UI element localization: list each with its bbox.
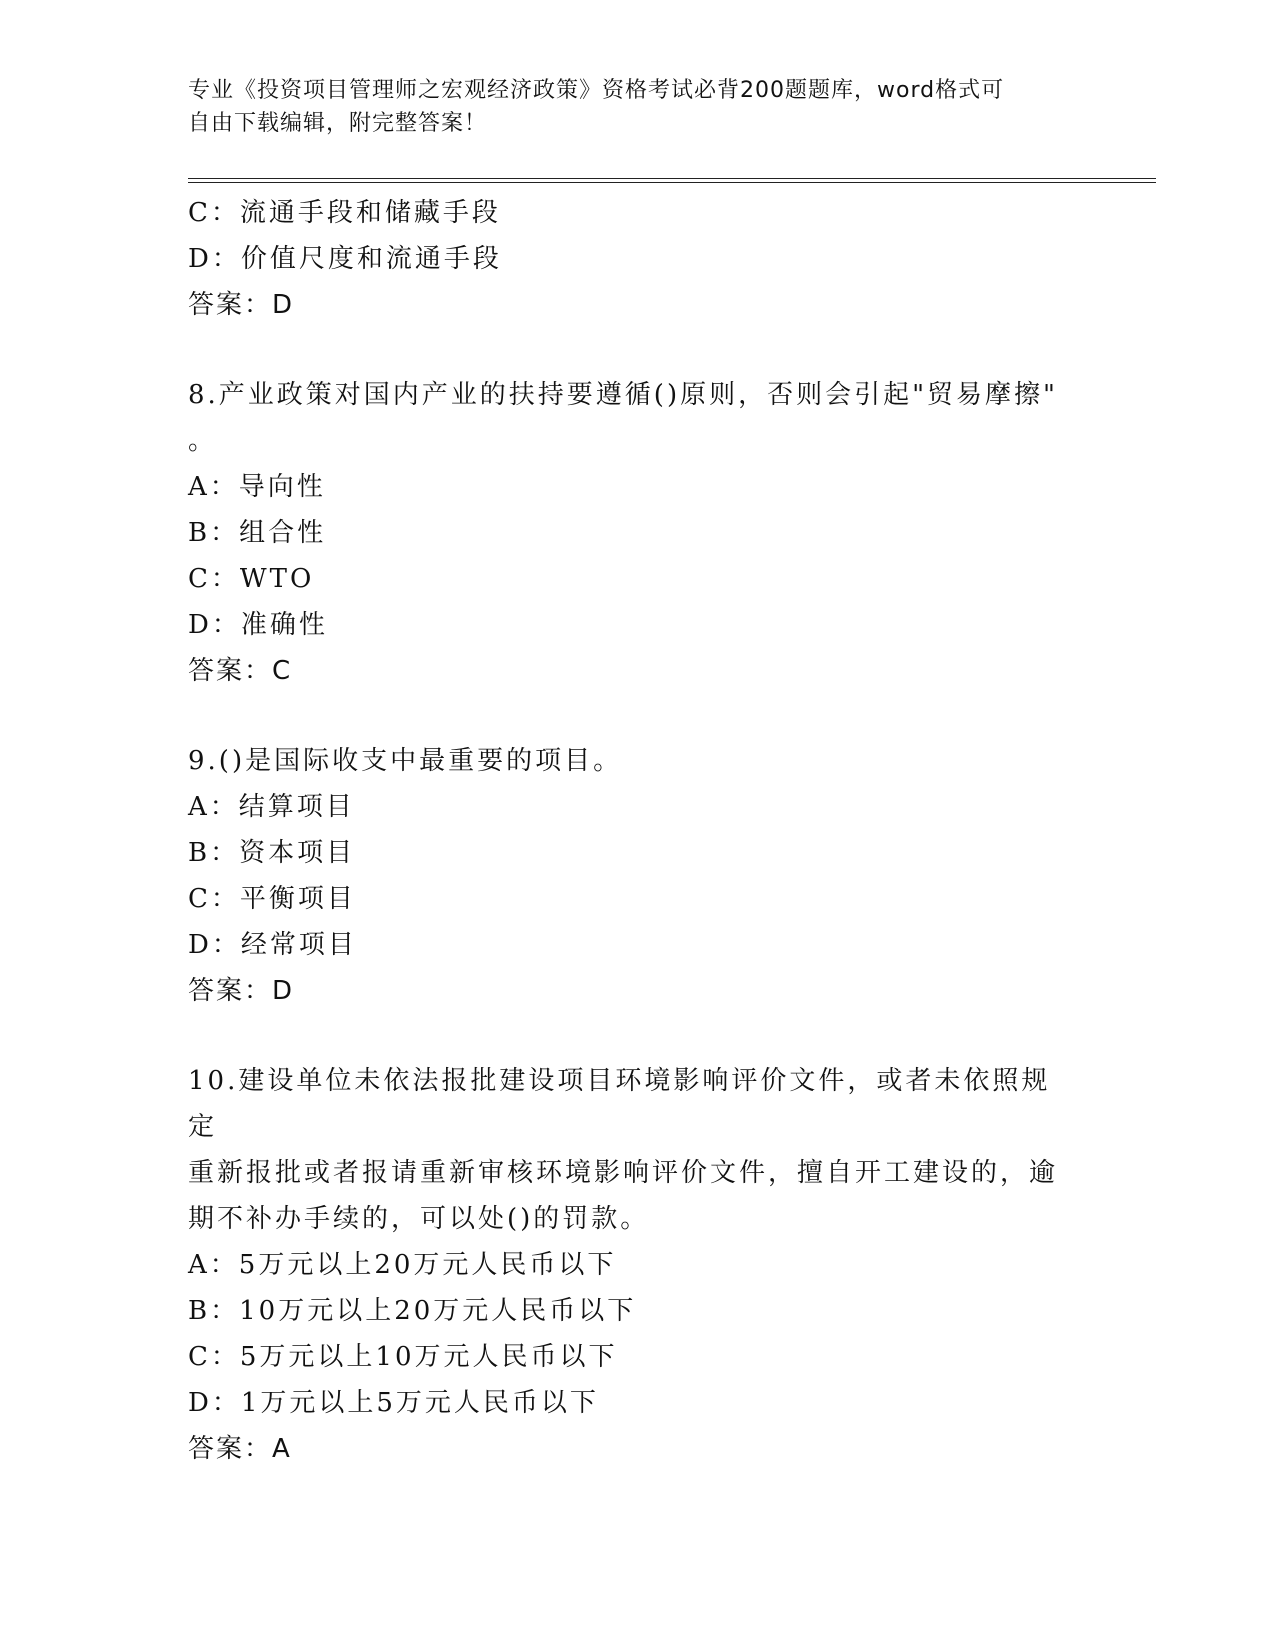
q9-answer: 答案：D (188, 976, 295, 1006)
q10-option-d: D：1万元以上5万元人民币以下 (188, 1388, 599, 1418)
question-9 (188, 738, 1088, 1014)
spacer (188, 694, 1088, 738)
q9-option-d: D：经常项目 (188, 930, 357, 960)
q10-option-a: A：5万元以上20万元人民币以下 (188, 1250, 617, 1280)
question-10 (188, 1058, 1068, 1472)
header-divider (188, 178, 1156, 183)
q10-stem-line-3: 期不补办手续的，可以处()的罚款。 (188, 1204, 650, 1234)
q8-option-d: D：准确性 (188, 610, 328, 640)
q7-answer: 答案：D (188, 290, 295, 320)
q10-option-b: B：10万元以上20万元人民币以下 (188, 1296, 637, 1326)
q7-option-c: C：流通手段和储藏手段 (188, 198, 501, 228)
q8-option-a: A：导向性 (188, 472, 326, 502)
q8-option-b: B：组合性 (188, 518, 327, 548)
spacer (188, 328, 1088, 372)
spacer (188, 1014, 1088, 1058)
question-list (188, 190, 1088, 1472)
q9-option-a: A：结算项目 (188, 792, 355, 822)
question-8 (188, 372, 1088, 694)
q8-answer: 答案：C (188, 656, 293, 686)
q9-option-c: C：平衡项目 (188, 884, 356, 914)
q10-option-c: C：5万元以上10万元人民币以下 (188, 1342, 618, 1372)
q10-answer: 答案：A (188, 1434, 292, 1464)
question-7-tail (188, 190, 1088, 328)
q9-option-b: B：资本项目 (188, 838, 356, 868)
q10-stem-line-1: 10.建设单位未依法报批建设项目环境影响评价文件，或者未依照规定 (188, 1066, 1051, 1142)
q9-stem: 9.()是国际收支中最重要的项目。 (188, 746, 623, 776)
q10-stem-line-2: 重新报批或者报请重新审核环境影响评价文件，擅自开工建设的，逾 (188, 1158, 1059, 1188)
q8-option-c: C：WTO (188, 564, 315, 594)
document-header (188, 74, 1068, 140)
header-title-line-1: 专业《投资项目管理师之宏观经济政策》资格考试必背200题题库，word格式可 (188, 78, 1005, 103)
q8-stem-line-2: 。 (188, 426, 218, 456)
q8-stem-line-1: 8.产业政策对国内产业的扶持要遵循()原则，否则会引起"贸易摩擦" (188, 380, 1059, 410)
q7-option-d: D：价值尺度和流通手段 (188, 244, 502, 274)
header-title-line-2: 自由下载编辑，附完整答案！ (188, 111, 488, 136)
